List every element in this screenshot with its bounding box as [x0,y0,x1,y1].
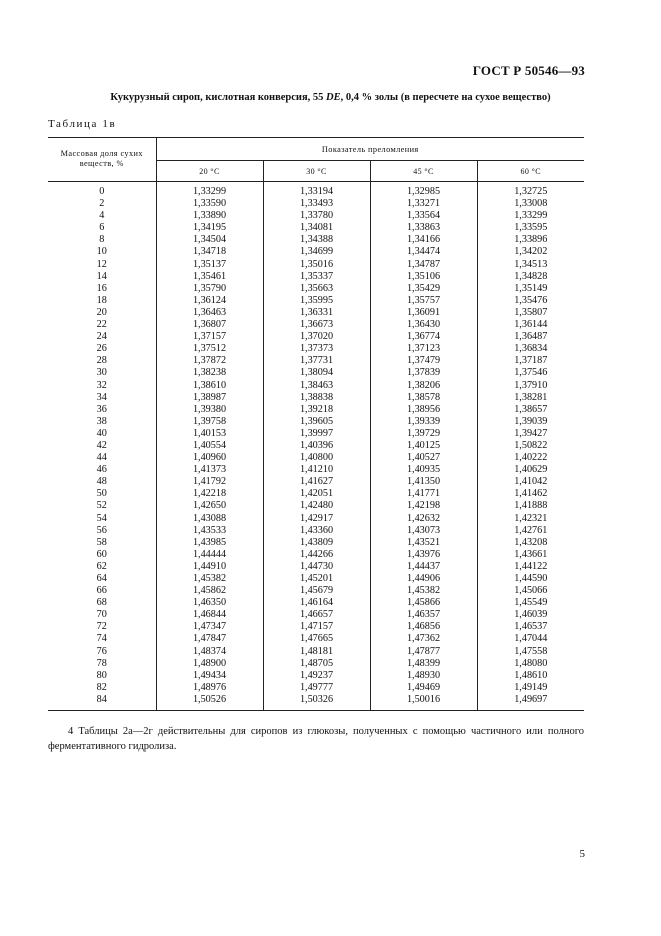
refraction-45c-cell: 1,34787 [370,259,477,271]
table-row [48,670,584,682]
refraction-30c-cell: 1,35337 [263,271,370,283]
refraction-60c-cell: 1,47044 [477,633,584,645]
refraction-45c-cell: 1,45382 [370,585,477,597]
table-row [48,573,584,585]
refraction-30c-cell: 1,40800 [263,452,370,464]
refraction-30c-cell: 1,40396 [263,440,370,452]
refraction-30c-cell: 1,49237 [263,670,370,682]
table-row [48,283,584,295]
refraction-20c-cell: 1,45382 [156,573,263,585]
mass-fraction-cell: 12 [48,259,156,271]
table-row [48,609,584,621]
table-row [48,234,584,246]
table-row [48,380,584,392]
refraction-30c-cell: 1,46657 [263,609,370,621]
refraction-60c-cell: 1,35476 [477,295,584,307]
title-part-1: Кукурузный сироп, кислотная конверсия, 55 [110,92,327,103]
refraction-20c-cell: 1,38238 [156,367,263,379]
table-row [48,440,584,452]
mass-fraction-cell: 50 [48,488,156,500]
refraction-60c-cell: 1,48080 [477,658,584,670]
refraction-60c-cell: 1,32725 [477,182,584,199]
refraction-45c-cell: 1,37479 [370,355,477,367]
refraction-20c-cell: 1,48374 [156,646,263,658]
mass-fraction-cell: 18 [48,295,156,307]
refraction-30c-cell: 1,41627 [263,476,370,488]
mass-fraction-cell: 56 [48,525,156,537]
table-row [48,476,584,488]
mass-fraction-cell: 54 [48,513,156,525]
refraction-60c-cell: 1,45066 [477,585,584,597]
table-row [48,222,584,234]
mass-fraction-cell: 36 [48,404,156,416]
mass-fraction-cell: 72 [48,621,156,633]
refraction-30c-cell: 1,37731 [263,355,370,367]
refraction-30c-cell: 1,50326 [263,694,370,711]
refraction-60c-cell: 1,33896 [477,234,584,246]
mass-fraction-cell: 62 [48,561,156,573]
refraction-45c-cell: 1,33271 [370,198,477,210]
refraction-60c-cell: 1,44122 [477,561,584,573]
refraction-45c-cell: 1,43073 [370,525,477,537]
refraction-60c-cell: 1,40629 [477,464,584,476]
refraction-30c-cell: 1,49777 [263,682,370,694]
refraction-45c-cell: 1,50016 [370,694,477,711]
refraction-30c-cell: 1,33780 [263,210,370,222]
table-row [48,646,584,658]
refraction-20c-cell: 1,45862 [156,585,263,597]
mass-fraction-cell: 8 [48,234,156,246]
refraction-20c-cell: 1,39380 [156,404,263,416]
refraction-60c-cell: 1,40222 [477,452,584,464]
mass-fraction-cell: 24 [48,331,156,343]
refraction-60c-cell: 1,33008 [477,198,584,210]
table-row [48,537,584,549]
refraction-45c-cell: 1,43976 [370,549,477,561]
refraction-60c-cell: 1,33299 [477,210,584,222]
refraction-45c-cell: 1,35429 [370,283,477,295]
column-header-temp-30: 30 °C [263,161,370,182]
table-row [48,658,584,670]
refraction-20c-cell: 1,36124 [156,295,263,307]
refraction-60c-cell: 1,43208 [477,537,584,549]
mass-fraction-cell: 66 [48,585,156,597]
table-row [48,500,584,512]
refraction-60c-cell: 1,42761 [477,525,584,537]
column-group-header-refractive-index: Показатель преломления [156,138,584,161]
mass-fraction-cell: 20 [48,307,156,319]
refraction-60c-cell: 1,37187 [477,355,584,367]
table-row [48,307,584,319]
refraction-30c-cell: 1,48705 [263,658,370,670]
refraction-45c-cell: 1,37839 [370,367,477,379]
refraction-30c-cell: 1,46164 [263,597,370,609]
refraction-60c-cell: 1,46537 [477,621,584,633]
column-header-temp-60: 60 °C [477,161,584,182]
column-header-temp-45: 45 °C [370,161,477,182]
refraction-20c-cell: 1,36463 [156,307,263,319]
mass-fraction-cell: 70 [48,609,156,621]
refraction-30c-cell: 1,38838 [263,392,370,404]
refraction-30c-cell: 1,38094 [263,367,370,379]
page-number: 5 [579,848,585,860]
refraction-30c-cell: 1,42917 [263,513,370,525]
refraction-45c-cell: 1,41771 [370,488,477,500]
mass-fraction-cell: 80 [48,670,156,682]
refraction-30c-cell: 1,48181 [263,646,370,658]
refraction-20c-cell: 1,42218 [156,488,263,500]
mass-fraction-cell: 68 [48,597,156,609]
refraction-20c-cell: 1,43533 [156,525,263,537]
table-row [48,295,584,307]
mass-fraction-cell: 46 [48,464,156,476]
refraction-30c-cell: 1,45201 [263,573,370,585]
refraction-45c-cell: 1,49469 [370,682,477,694]
mass-fraction-cell: 32 [48,380,156,392]
refraction-45c-cell: 1,46856 [370,621,477,633]
mass-fraction-cell: 40 [48,428,156,440]
column-header-mass-fraction: Массовая доля сухих веществ, % [48,138,156,182]
refraction-60c-cell: 1,33595 [477,222,584,234]
refraction-table [48,137,584,711]
mass-fraction-cell: 82 [48,682,156,694]
refraction-30c-cell: 1,42480 [263,500,370,512]
refraction-30c-cell: 1,43809 [263,537,370,549]
refraction-45c-cell: 1,42632 [370,513,477,525]
table-title [60,92,601,103]
mass-fraction-cell: 0 [48,182,156,199]
table-row [48,452,584,464]
refraction-30c-cell: 1,47665 [263,633,370,645]
refraction-20c-cell: 1,37872 [156,355,263,367]
refraction-60c-cell: 1,42321 [477,513,584,525]
refraction-20c-cell: 1,43985 [156,537,263,549]
refraction-60c-cell: 1,36834 [477,343,584,355]
refraction-60c-cell: 1,46039 [477,609,584,621]
refraction-60c-cell: 1,45549 [477,597,584,609]
refraction-60c-cell: 1,47558 [477,646,584,658]
refraction-60c-cell: 1,50822 [477,440,584,452]
refraction-20c-cell: 1,33890 [156,210,263,222]
refraction-20c-cell: 1,37157 [156,331,263,343]
table-row [48,428,584,440]
table-row [48,621,584,633]
mass-fraction-cell: 60 [48,549,156,561]
mass-fraction-cell: 26 [48,343,156,355]
table-row [48,392,584,404]
footnote-4: 4 Таблицы 2а—2г действительны для сиропов из глюкозы, полученных с помощью частичного или полного ферментативного гидролиза. [48,726,584,752]
mass-fraction-cell: 64 [48,573,156,585]
refraction-45c-cell: 1,38578 [370,392,477,404]
refraction-60c-cell: 1,37546 [477,367,584,379]
column-header-temp-20: 20 °C [156,161,263,182]
mass-fraction-cell: 76 [48,646,156,658]
refraction-30c-cell: 1,35995 [263,295,370,307]
mass-fraction-cell: 84 [48,694,156,711]
refraction-20c-cell: 1,42650 [156,500,263,512]
refraction-20c-cell: 1,34195 [156,222,263,234]
mass-fraction-cell: 28 [48,355,156,367]
refraction-20c-cell: 1,48976 [156,682,263,694]
mass-fraction-cell: 22 [48,319,156,331]
refraction-60c-cell: 1,44590 [477,573,584,585]
refraction-20c-cell: 1,38610 [156,380,263,392]
refraction-45c-cell: 1,44906 [370,573,477,585]
refraction-60c-cell: 1,38281 [477,392,584,404]
refraction-30c-cell: 1,33493 [263,198,370,210]
refraction-45c-cell: 1,40935 [370,464,477,476]
refraction-30c-cell: 1,35663 [263,283,370,295]
refraction-20c-cell: 1,49434 [156,670,263,682]
standard-code: ГОСТ Р 50546—93 [472,63,585,78]
refraction-45c-cell: 1,38206 [370,380,477,392]
refraction-60c-cell: 1,41042 [477,476,584,488]
refraction-30c-cell: 1,37020 [263,331,370,343]
table-row [48,488,584,500]
refraction-45c-cell: 1,40125 [370,440,477,452]
refraction-45c-cell: 1,35757 [370,295,477,307]
refraction-20c-cell: 1,35137 [156,259,263,271]
mass-fraction-cell: 16 [48,283,156,295]
refraction-60c-cell: 1,37910 [477,380,584,392]
mass-fraction-cell: 38 [48,416,156,428]
table-row [48,319,584,331]
refraction-60c-cell: 1,41462 [477,488,584,500]
refraction-30c-cell: 1,45679 [263,585,370,597]
table-row [48,182,584,199]
mass-fraction-cell: 58 [48,537,156,549]
refraction-45c-cell: 1,35106 [370,271,477,283]
refraction-60c-cell: 1,49149 [477,682,584,694]
refraction-45c-cell: 1,43521 [370,537,477,549]
refraction-20c-cell: 1,50526 [156,694,263,711]
refraction-20c-cell: 1,36807 [156,319,263,331]
refraction-60c-cell: 1,39039 [477,416,584,428]
refraction-60c-cell: 1,48610 [477,670,584,682]
title-part-2: , 0,4 % золы (в пересчете на сухое вещество) [340,92,551,103]
table-body [48,182,584,711]
refraction-45c-cell: 1,40527 [370,452,477,464]
refraction-45c-cell: 1,46357 [370,609,477,621]
table-row [48,585,584,597]
refraction-30c-cell: 1,44730 [263,561,370,573]
table-row [48,210,584,222]
table-row [48,259,584,271]
refraction-30c-cell: 1,39218 [263,404,370,416]
title-italic-de: DE [326,92,341,103]
refraction-20c-cell: 1,46844 [156,609,263,621]
mass-fraction-cell: 30 [48,367,156,379]
refraction-20c-cell: 1,39758 [156,416,263,428]
refraction-20c-cell: 1,43088 [156,513,263,525]
table-row [48,404,584,416]
refraction-20c-cell: 1,33590 [156,198,263,210]
mass-fraction-cell: 74 [48,633,156,645]
refraction-60c-cell: 1,36487 [477,331,584,343]
refraction-45c-cell: 1,47362 [370,633,477,645]
refraction-60c-cell: 1,38657 [477,404,584,416]
refraction-20c-cell: 1,48900 [156,658,263,670]
refraction-45c-cell: 1,47877 [370,646,477,658]
table-row [48,464,584,476]
refraction-30c-cell: 1,35016 [263,259,370,271]
refraction-20c-cell: 1,44444 [156,549,263,561]
refraction-20c-cell: 1,40554 [156,440,263,452]
table-row [48,416,584,428]
refraction-45c-cell: 1,34166 [370,234,477,246]
mass-fraction-cell: 42 [48,440,156,452]
refraction-60c-cell: 1,35149 [477,283,584,295]
refraction-30c-cell: 1,41210 [263,464,370,476]
refraction-45c-cell: 1,37123 [370,343,477,355]
refraction-20c-cell: 1,40153 [156,428,263,440]
mass-fraction-cell: 6 [48,222,156,234]
refraction-30c-cell: 1,47157 [263,621,370,633]
mass-fraction-cell: 34 [48,392,156,404]
refraction-20c-cell: 1,44910 [156,561,263,573]
refraction-20c-cell: 1,34504 [156,234,263,246]
refraction-45c-cell: 1,41350 [370,476,477,488]
refraction-45c-cell: 1,38956 [370,404,477,416]
table-row [48,246,584,258]
mass-fraction-cell: 10 [48,246,156,258]
mass-fraction-cell: 48 [48,476,156,488]
refraction-30c-cell: 1,33194 [263,182,370,199]
refraction-45c-cell: 1,36774 [370,331,477,343]
table-row [48,355,584,367]
refraction-20c-cell: 1,37512 [156,343,263,355]
refraction-20c-cell: 1,41792 [156,476,263,488]
refraction-45c-cell: 1,36091 [370,307,477,319]
refraction-30c-cell: 1,39997 [263,428,370,440]
table-row [48,633,584,645]
table-row [48,682,584,694]
refraction-45c-cell: 1,39729 [370,428,477,440]
mass-fraction-cell: 4 [48,210,156,222]
refraction-30c-cell: 1,44266 [263,549,370,561]
table-row [48,597,584,609]
table-row [48,525,584,537]
refraction-45c-cell: 1,48930 [370,670,477,682]
refraction-20c-cell: 1,38987 [156,392,263,404]
refraction-45c-cell: 1,33564 [370,210,477,222]
table-row [48,513,584,525]
refraction-60c-cell: 1,35807 [477,307,584,319]
refraction-30c-cell: 1,34081 [263,222,370,234]
refraction-30c-cell: 1,37373 [263,343,370,355]
refraction-30c-cell: 1,42051 [263,488,370,500]
mass-fraction-cell: 44 [48,452,156,464]
refraction-20c-cell: 1,41373 [156,464,263,476]
table-label: Таблица 1в [48,118,117,130]
refraction-45c-cell: 1,36430 [370,319,477,331]
refraction-45c-cell: 1,48399 [370,658,477,670]
refraction-45c-cell: 1,42198 [370,500,477,512]
refraction-60c-cell: 1,34202 [477,246,584,258]
refraction-45c-cell: 1,32985 [370,182,477,199]
refraction-20c-cell: 1,35461 [156,271,263,283]
refraction-60c-cell: 1,49697 [477,694,584,711]
refraction-60c-cell: 1,41888 [477,500,584,512]
table-row [48,331,584,343]
table-row [48,198,584,210]
refraction-20c-cell: 1,35790 [156,283,263,295]
refraction-60c-cell: 1,43661 [477,549,584,561]
refraction-60c-cell: 1,39427 [477,428,584,440]
refraction-30c-cell: 1,36673 [263,319,370,331]
refraction-30c-cell: 1,39605 [263,416,370,428]
refraction-20c-cell: 1,34718 [156,246,263,258]
refraction-20c-cell: 1,46350 [156,597,263,609]
refraction-30c-cell: 1,34388 [263,234,370,246]
refraction-45c-cell: 1,33863 [370,222,477,234]
refraction-20c-cell: 1,47847 [156,633,263,645]
refraction-table-container [48,137,584,711]
mass-fraction-cell: 52 [48,500,156,512]
table-row [48,367,584,379]
refraction-20c-cell: 1,33299 [156,182,263,199]
table-row [48,561,584,573]
refraction-45c-cell: 1,34474 [370,246,477,258]
refraction-60c-cell: 1,34513 [477,259,584,271]
refraction-30c-cell: 1,38463 [263,380,370,392]
refraction-45c-cell: 1,45866 [370,597,477,609]
refraction-60c-cell: 1,36144 [477,319,584,331]
table-row [48,343,584,355]
refraction-45c-cell: 1,39339 [370,416,477,428]
mass-fraction-cell: 14 [48,271,156,283]
refraction-20c-cell: 1,40960 [156,452,263,464]
refraction-30c-cell: 1,43360 [263,525,370,537]
refraction-30c-cell: 1,34699 [263,246,370,258]
table-row [48,271,584,283]
refraction-60c-cell: 1,34828 [477,271,584,283]
table-row [48,549,584,561]
mass-fraction-cell: 2 [48,198,156,210]
refraction-20c-cell: 1,47347 [156,621,263,633]
refraction-45c-cell: 1,44437 [370,561,477,573]
refraction-30c-cell: 1,36331 [263,307,370,319]
mass-fraction-cell: 78 [48,658,156,670]
table-row [48,694,584,711]
